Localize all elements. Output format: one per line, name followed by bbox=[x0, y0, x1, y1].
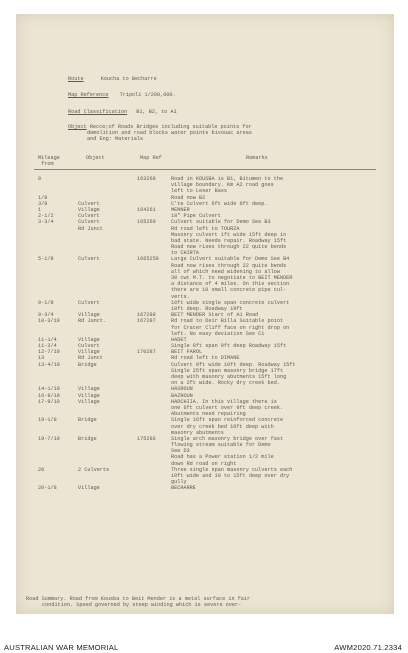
remarks-cell: to CHIRTA bbox=[171, 250, 200, 257]
column-header-map-ref: Map Ref bbox=[140, 155, 162, 161]
remarks-cell: Road now B2 bbox=[171, 194, 206, 201]
object-label: Object bbox=[68, 124, 87, 130]
remarks-cell: Masonry culvert 1ft wide 15ft deep in bbox=[171, 231, 287, 238]
remarks-cell: over dry creek bed 10ft deep with bbox=[171, 423, 274, 430]
remarks-cell: left to Leser Bass bbox=[171, 188, 228, 195]
map-ref-cell: 165260 bbox=[137, 219, 156, 226]
log-table bbox=[16, 176, 394, 492]
map-ref-cell: 167287 bbox=[137, 318, 156, 325]
remarks-cell: bad state. Needs repair. Roadway 15ft bbox=[171, 237, 287, 244]
remarks-cell: Large Culvert suitable for Demo See B4 bbox=[171, 256, 290, 263]
remarks-cell: Rd road to Deir Billa Suitable point bbox=[171, 318, 284, 325]
mileage-cell: 13 bbox=[38, 355, 45, 362]
remarks-cell: left. No easy deviation See C1 bbox=[171, 330, 265, 337]
object-value-line-3: and Eng: Materials bbox=[87, 136, 144, 143]
remarks-cell: BEIT MENDER Start of A1 Road bbox=[171, 312, 259, 319]
mileage-cell: 20-1/8 bbox=[38, 485, 57, 492]
remarks-cell: a distance of 4 miles. On this section bbox=[171, 281, 290, 288]
map-reference-label: Map Reference bbox=[68, 92, 109, 98]
remarks-cell: 18" Pipe Culvert bbox=[171, 213, 221, 220]
object-cell: Bridge bbox=[78, 417, 97, 424]
mileage-cell: 1 bbox=[38, 206, 42, 213]
remarks-cell: there are 10 small concrete pipe cul- bbox=[171, 287, 287, 294]
mileage-cell: 1/8 bbox=[38, 194, 48, 201]
remarks-cell: C'te Culvert 6ft wide 6ft deep. bbox=[171, 200, 268, 207]
road-summary-line-1: Road Summary. Road from Kousba to Beit Mender is a metal surface in fair bbox=[26, 596, 251, 602]
remarks-cell: village boundary. Km A2 road goes bbox=[171, 182, 274, 189]
column-header-object: Object bbox=[86, 155, 105, 161]
object-cell: Culvert bbox=[78, 213, 100, 220]
object-cell: Village bbox=[78, 392, 100, 399]
object-value-line-1: Recce;of Roads Bridges including suitable points for bbox=[89, 124, 252, 130]
remarks-cell: Single 8ft span 9ft deep Roadway 15ft bbox=[171, 343, 287, 350]
remarks-cell: deep with masonry abutments 15ft long bbox=[171, 374, 287, 380]
object-cell: Rd Junct bbox=[78, 355, 103, 362]
remarks-cell: Road now rises through 22 quite bends bbox=[171, 244, 287, 251]
object-cell: Village bbox=[78, 206, 100, 213]
remarks-cell: Abutments need repairing bbox=[171, 411, 246, 418]
mileage-cell: 0 bbox=[38, 176, 42, 182]
object-cell: Bridge bbox=[78, 435, 97, 442]
header-rule bbox=[34, 169, 376, 170]
road-classification-value: B1, B2, to A1 bbox=[136, 109, 177, 115]
remarks-cell: gully bbox=[171, 479, 187, 486]
remarks-cell: HADET bbox=[171, 336, 187, 343]
object-cell: Rd Junct. bbox=[78, 318, 107, 325]
object-block bbox=[68, 124, 252, 143]
document-page bbox=[16, 14, 394, 614]
column-header-remarks: Remarks bbox=[246, 155, 268, 161]
object-cell: Culvert bbox=[78, 299, 100, 306]
object-cell: 2 Culverts bbox=[78, 466, 110, 473]
object-cell: Village bbox=[78, 336, 100, 343]
remarks-cell: Road has a Power station 1/2 mile bbox=[171, 454, 274, 461]
object-cell: Culvert bbox=[78, 343, 100, 350]
map-reference-line bbox=[68, 92, 176, 98]
remarks-cell: 30 cwt M.T. to negotiate to BEIT MENDER bbox=[171, 275, 293, 281]
remarks-cell: down Rd road on right bbox=[171, 460, 237, 467]
mileage-cell: 2-1/2 bbox=[38, 213, 54, 220]
object-cell: Village bbox=[78, 349, 100, 356]
object-cell: Village bbox=[78, 398, 100, 405]
mileage-cell: 5-1/8 bbox=[38, 256, 54, 263]
remarks-cell: HASROUN bbox=[171, 386, 193, 393]
archive-accession-number: AWM2020.71.2334 bbox=[334, 643, 402, 652]
remarks-cell: BEIT FAROL bbox=[171, 349, 203, 356]
route-value: Koucha to Becharre bbox=[100, 76, 157, 82]
mileage-cell: 10-3/10 bbox=[38, 318, 60, 325]
object-cell: Culvert bbox=[78, 256, 100, 263]
map-ref-cell: 175286 bbox=[137, 435, 156, 442]
map-ref-cell: 167288 bbox=[137, 312, 156, 319]
remarks-cell: Culvert suitable for Demo See B3 bbox=[171, 219, 271, 226]
remarks-cell: BAZROUN bbox=[171, 392, 193, 399]
remarks-cell: for Crater Cliff face on right drop on bbox=[171, 324, 290, 331]
remarks-cell: Single 16ft span reinforced concrete bbox=[171, 417, 284, 424]
mileage-cell: 19-7/10 bbox=[38, 435, 60, 442]
mileage-cell: 14-1/10 bbox=[38, 386, 60, 393]
map-reference-value: Tripoli 1/200,000. bbox=[119, 92, 176, 98]
remarks-cell: Culvert 9ft wide 10ft deep. Roadway 15ft bbox=[171, 361, 296, 368]
remarks-cell: verts. bbox=[171, 293, 190, 300]
object-cell: Village bbox=[78, 485, 100, 492]
mileage-cell: 11-3/4 bbox=[38, 343, 57, 350]
table-row bbox=[16, 485, 394, 491]
remarks-cell: masonry abutments bbox=[171, 429, 224, 436]
road-summary bbox=[26, 596, 250, 608]
mileage-cell: 16-9/10 bbox=[38, 392, 60, 399]
remarks-cell: See D3 bbox=[171, 448, 190, 455]
remarks-cell: 10ft deep. Roadway 19ft bbox=[171, 305, 243, 312]
remarks-cell: Single 25ft span masonry bridge 17ft bbox=[171, 367, 284, 374]
map-ref-cell: 170287 bbox=[137, 349, 156, 356]
route-line bbox=[68, 76, 157, 82]
object-cell: Bridge bbox=[78, 361, 97, 368]
remarks-cell: HADCHIIA. In this village there is bbox=[171, 398, 277, 405]
object-cell: Village bbox=[78, 312, 100, 319]
mileage-cell: 17-9/10 bbox=[38, 398, 60, 405]
remarks-cell: on a 2ft wide. Rocky dry creek bed. bbox=[171, 380, 280, 387]
remarks-cell: Rd road left to DIMANE bbox=[171, 355, 240, 362]
remarks-cell: Road now rises through 22 quite bends bbox=[171, 262, 287, 269]
remarks-cell: MENNER bbox=[171, 206, 190, 213]
object-cell: Rd Junct bbox=[78, 225, 103, 232]
road-classification-label: Road Classification bbox=[68, 109, 128, 115]
remarks-cell: 10ft wide and 19 to 15ft deep over dry bbox=[171, 473, 290, 479]
remarks-cell: Rd road left to TOURZA bbox=[171, 225, 240, 232]
remarks-cell: Single arch masonry bridge over fast bbox=[171, 435, 284, 442]
map-ref-cell: 163268 bbox=[137, 176, 156, 182]
mileage-cell: 12-7/10 bbox=[38, 349, 60, 356]
object-cell: Culvert bbox=[78, 219, 100, 226]
mileage-cell: 11-1/4 bbox=[38, 336, 57, 343]
object-cell: Village bbox=[78, 386, 100, 393]
object-cell: Culvert bbox=[78, 200, 100, 207]
archive-credit: AUSTRALIAN WAR MEMORIAL bbox=[4, 643, 119, 652]
mileage-cell: 3/8 bbox=[38, 200, 48, 207]
column-header-mileage: Mileage from bbox=[38, 155, 60, 167]
mileage-cell: 19-1/8 bbox=[38, 417, 57, 424]
mileage-cell: 3-3/4 bbox=[38, 219, 54, 226]
mileage-cell: 13-4/10 bbox=[38, 361, 60, 368]
remarks-cell: 10ft wide single span concrete culvert bbox=[171, 299, 290, 306]
remarks-cell: BECHARRE bbox=[171, 485, 196, 492]
object-value-line-2: demolition and road blocks water points bivouac areas bbox=[87, 130, 252, 137]
road-classification-line bbox=[68, 109, 177, 115]
remarks-cell: one 6ft culvert over 9ft deep creek. bbox=[171, 404, 284, 411]
remarks-cell: Road in KOUSBA is B1, Bitumen to the bbox=[171, 176, 284, 182]
mileage-cell: 20 bbox=[38, 466, 45, 473]
map-ref-cell: 1665259 bbox=[137, 256, 159, 263]
mileage-cell: 9-3/4 bbox=[38, 312, 54, 319]
remarks-cell: flowing stream suitable for Demo bbox=[171, 442, 271, 449]
remarks-cell: all of which need widening to allow bbox=[171, 268, 280, 275]
route-label: Route bbox=[68, 76, 84, 82]
road-summary-line-2: condition. Speed governed by steep winding which is severe over- bbox=[42, 602, 242, 609]
map-ref-cell: 164261 bbox=[137, 206, 156, 213]
mileage-cell: 9-1/8 bbox=[38, 299, 54, 306]
remarks-cell: Three single span masonry culverts each bbox=[171, 466, 293, 473]
